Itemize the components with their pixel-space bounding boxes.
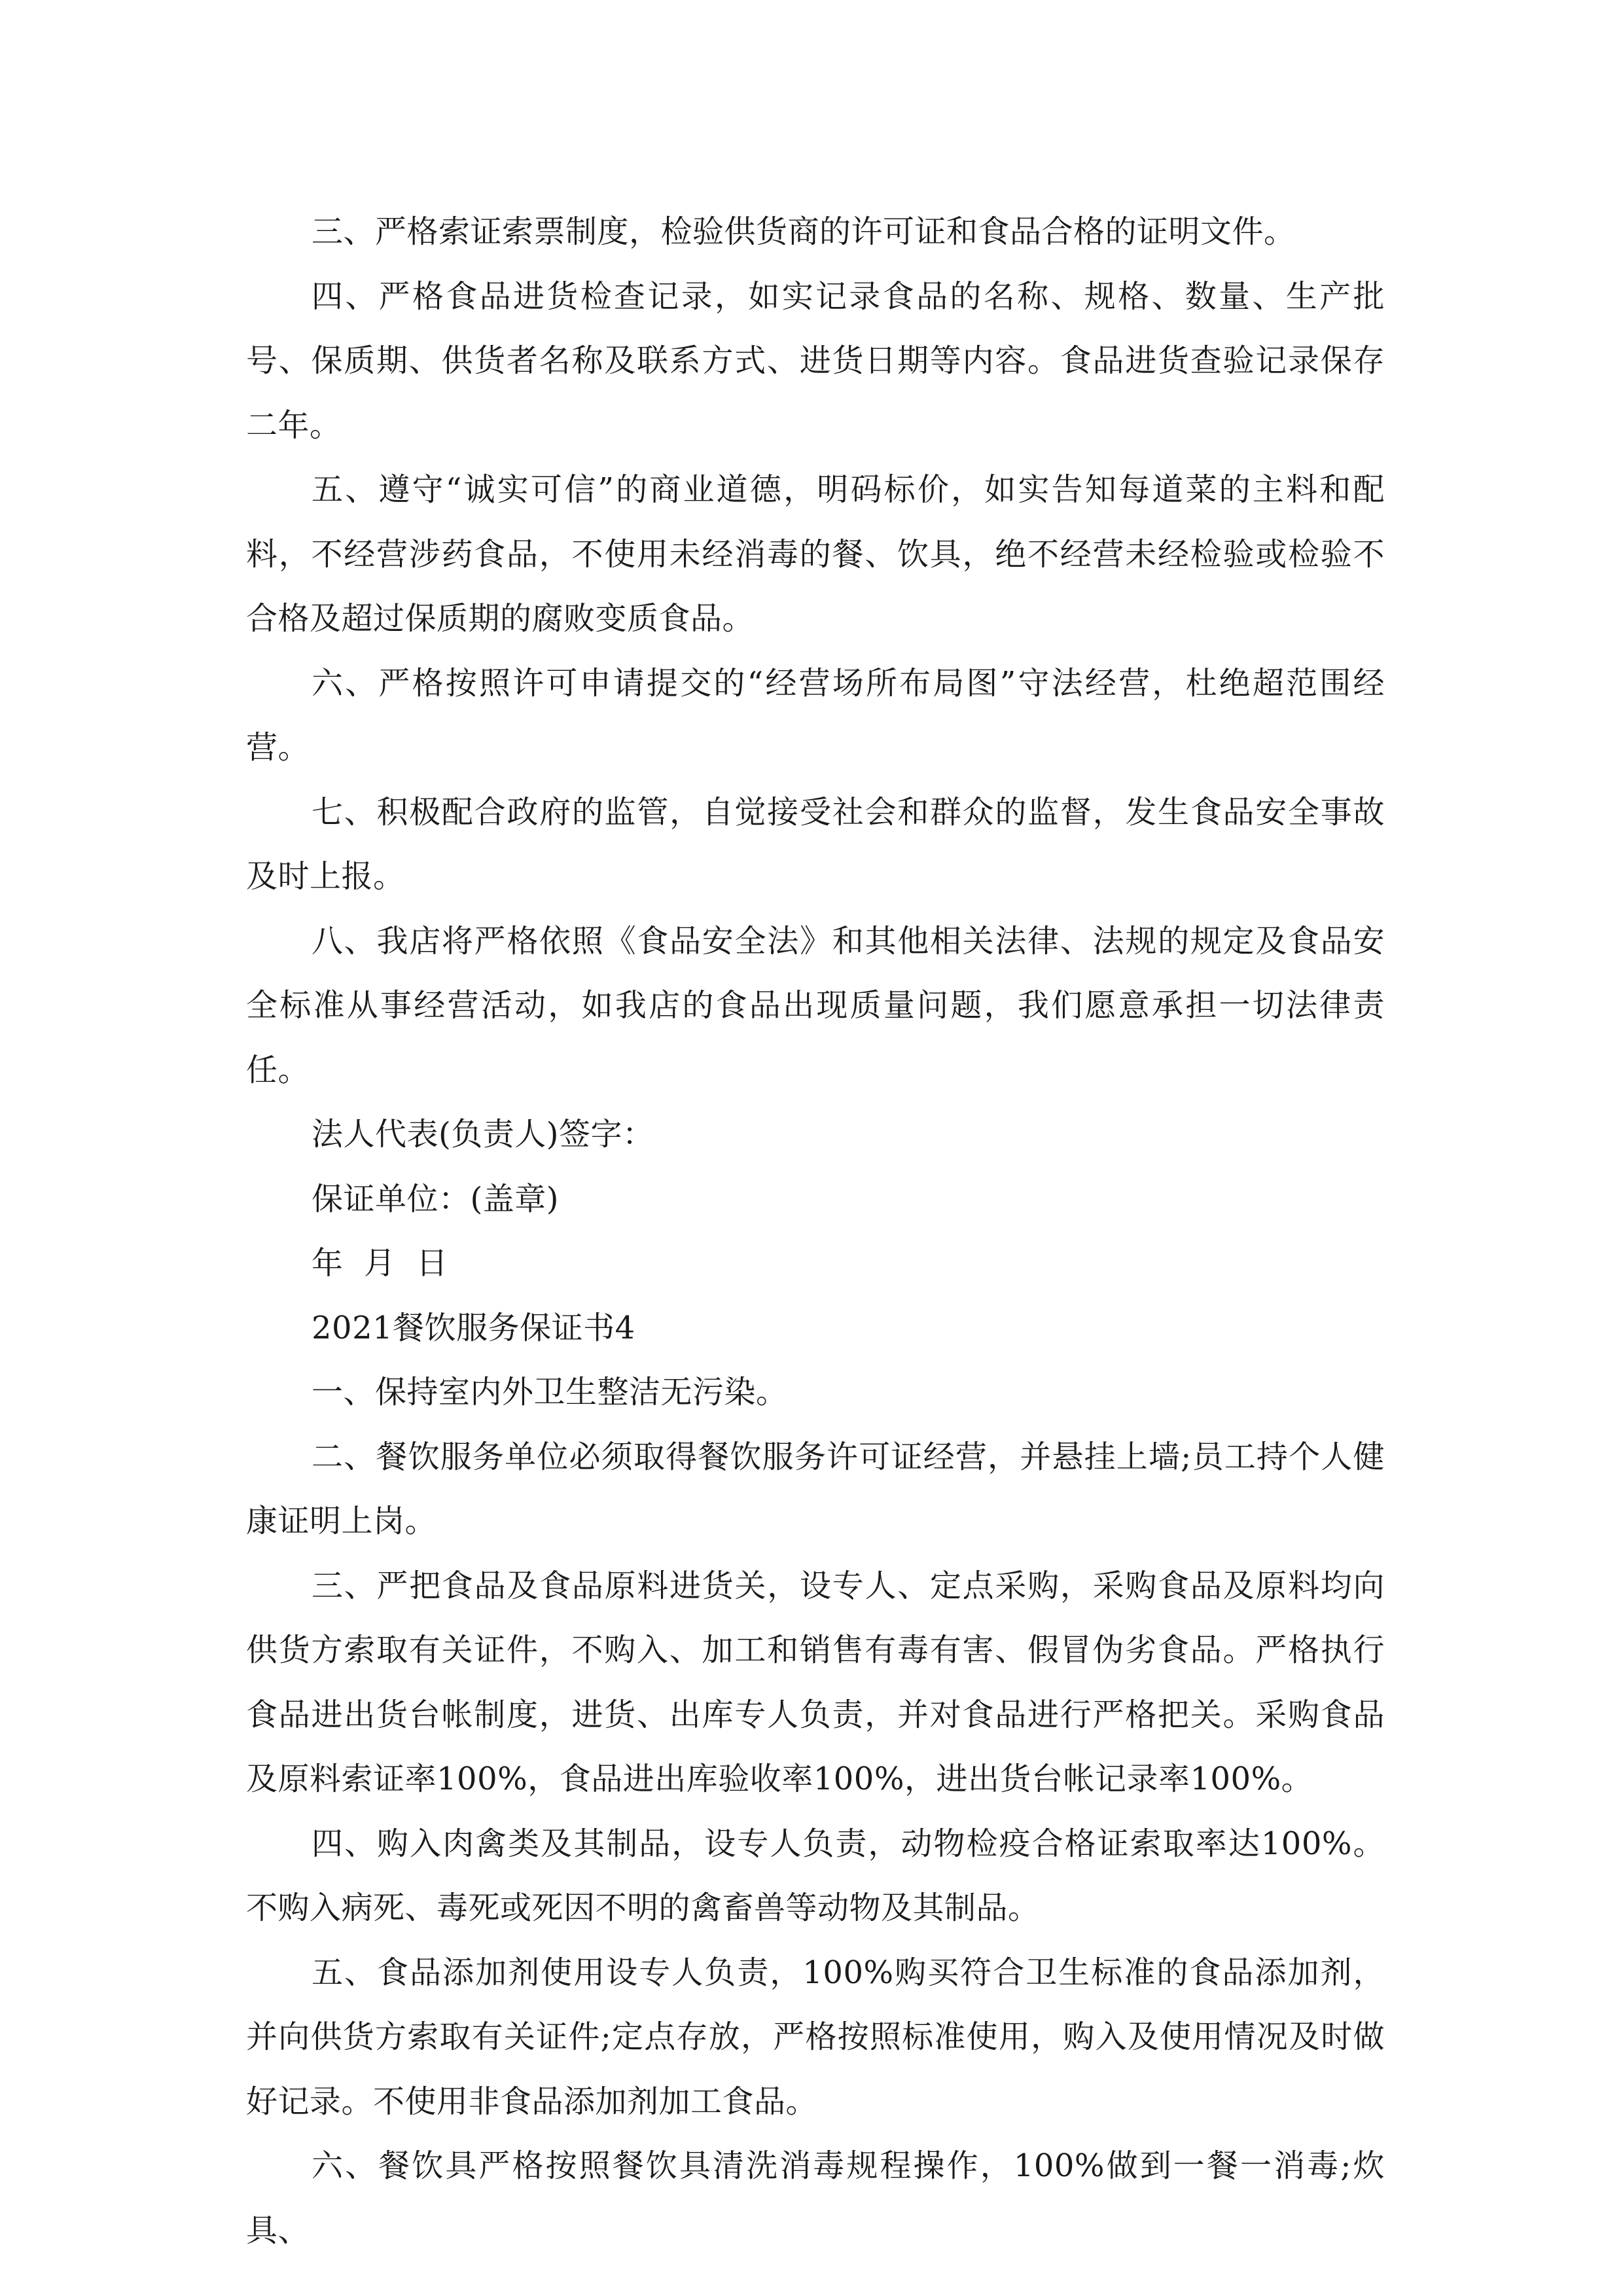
paragraph-6-tableware: 六、餐饮具严格按照餐饮具清洗消毒规程操作，100%做到一餐一消毒;炊具、: [246, 2147, 1385, 2249]
paragraph-7-supervision: 七、积极配合政府的监管，自觉接受社会和群众的监督，发生食品安全事故及时上报。: [246, 793, 1385, 895]
paragraph-5-additives: 五、食品添加剂使用设专人负责，100%购买符合卫生标准的食品添加剂，并向供货方索取有关证件;定点存放，严格按照标准使用，购入及使用情况及时做好记录。不使用非食品添加剂加工食品。: [246, 1954, 1385, 2120]
paragraph-8-legal-responsibility: 八、我店将严格依照《食品安全法》和其他相关法律、法规的规定及食品安全标准从事经营活动，如我店的食品出现质量问题，我们愿意承担一切法律责任。: [246, 922, 1385, 1088]
document-body: [246, 200, 1385, 2263]
paragraph-3-license-check: 三、严格索证索票制度，检验供货商的许可证和食品合格的证明文件。: [312, 213, 1296, 250]
paragraph-3-ingredients: 三、严把食品及食品原料进货关，设专人、定点采购，采购食品及原料均向供货方索取有关证件，不购入、加工和销售有毒有害、假冒伪劣食品。严格执行食品进出货台帐制度，进货、出库专人负责，并对食品进行严格把关。采购食品及原料索证率100%，食品进出库验收率100%，进出货台帐记录率100%。: [246, 1567, 1385, 1797]
paragraph-4-purchase-records: 四、严格食品进货检查记录，如实记录食品的名称、规格、数量、生产批号、保质期、供货者名称及联系方式、进货日期等内容。食品进货查验记录保存二年。: [246, 278, 1385, 444]
section-title: 2021餐饮服务保证书4: [312, 1309, 635, 1346]
paragraph-4-meat-products: 四、购入肉禽类及其制品，设专人负责，动物检疫合格证索取率达100%。不购入病死、毒死或死因不明的禽畜兽等动物及其制品。: [246, 1825, 1385, 1926]
date-line: 年 月 日: [312, 1245, 448, 1282]
paragraph-5-business-ethics: 五、遵守“诚实可信”的商业道德，明码标价，如实告知每道菜的主料和配料，不经营涉药食品，不使用未经消毒的餐、饮具，绝不经营未经检验或检验不合格及超过保质期的腐败变质食品。: [246, 471, 1385, 637]
signature-line: 法人代表(负责人)签字：: [312, 1116, 654, 1153]
seal-line: 保证单位：(盖章): [312, 1180, 559, 1217]
paragraph-6-layout-compliance: 六、严格按照许可申请提交的“经营场所布局图”守法经营，杜绝超范围经营。: [246, 664, 1385, 766]
paragraph-2-license: 二、餐饮服务单位必须取得餐饮服务许可证经营，并悬挂上墙;员工持个人健康证明上岗。: [246, 1438, 1385, 1539]
paragraph-1-hygiene: 一、保持室内外卫生整洁无污染。: [312, 1374, 788, 1410]
